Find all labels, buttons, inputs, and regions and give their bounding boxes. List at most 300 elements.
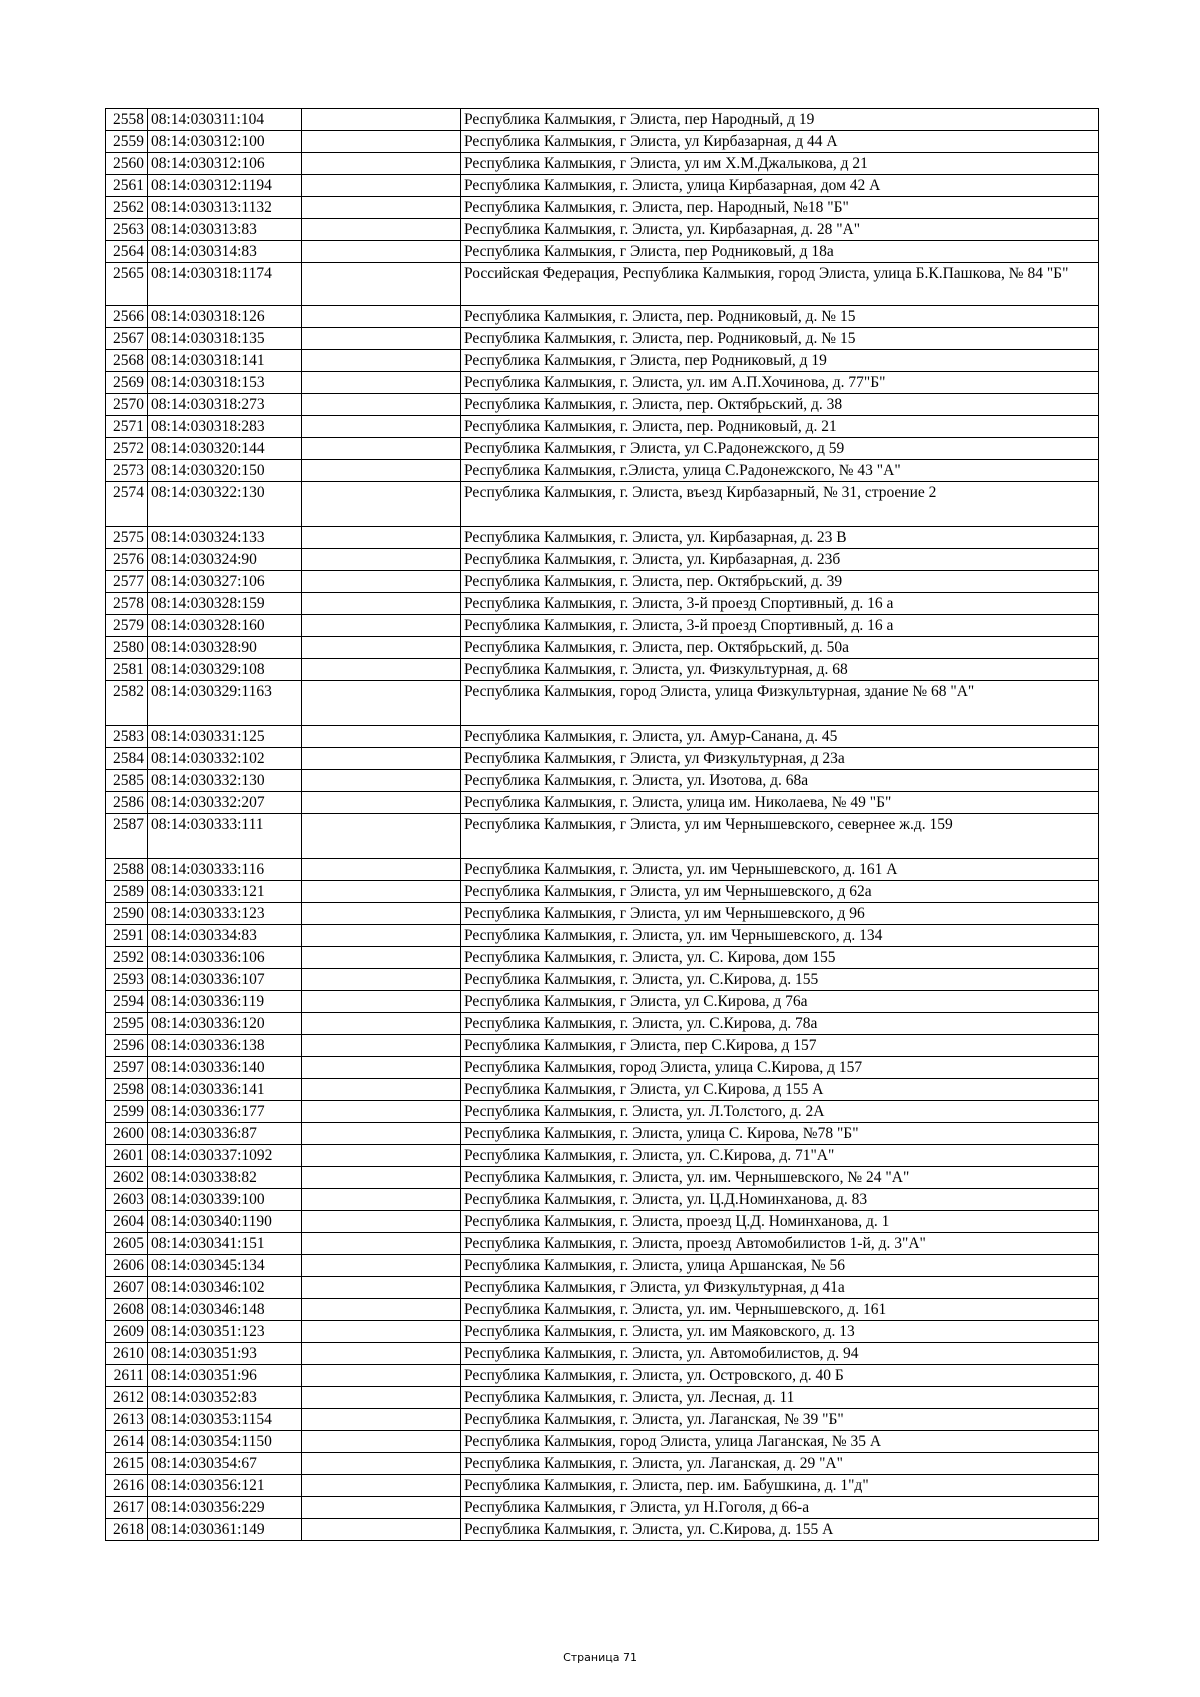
cadastral-number-cell: 08:14:030320:144 [148, 438, 302, 460]
table-row [106, 350, 1099, 372]
row-number-cell: 2601 [106, 1145, 148, 1167]
row-number-cell: 2572 [106, 438, 148, 460]
empty-cell [302, 1233, 461, 1255]
cadastral-number-cell: 08:14:030354:1150 [148, 1431, 302, 1453]
table-row [106, 1299, 1099, 1321]
address-cell: Республика Калмыкия, г. Элиста, ул. Кирбазарная, д. 23б [461, 549, 1099, 571]
address-cell: Республика Калмыкия, город Элиста, улица С.Кирова, д 157 [461, 1057, 1099, 1079]
empty-cell [302, 1497, 461, 1519]
table-row [106, 1057, 1099, 1079]
address-cell: Республика Калмыкия, г. Элиста, проезд Автомобилистов 1-й, д. 3"А" [461, 1233, 1099, 1255]
empty-cell [302, 350, 461, 372]
address-cell: Республика Калмыкия, г. Элиста, ул. Островского, д. 40 Б [461, 1365, 1099, 1387]
cadastral-number-cell: 08:14:030333:111 [148, 814, 302, 859]
table-row [106, 482, 1099, 527]
cadastral-number-cell: 08:14:030314:83 [148, 241, 302, 263]
address-cell: Республика Калмыкия, город Элиста, улица Лаганская, № 35 А [461, 1431, 1099, 1453]
table-row [106, 571, 1099, 593]
cadastral-number-cell: 08:14:030346:102 [148, 1277, 302, 1299]
table-row [106, 1431, 1099, 1453]
address-cell: Республика Калмыкия, г. Элиста, ул. Лаганская, № 39 "Б" [461, 1409, 1099, 1431]
row-number-cell: 2586 [106, 792, 148, 814]
cadastral-number-cell: 08:14:030318:135 [148, 328, 302, 350]
cadastral-number-cell: 08:14:030329:108 [148, 659, 302, 681]
table-row [106, 1035, 1099, 1057]
table-row [106, 770, 1099, 792]
address-cell: Республика Калмыкия, г. Элиста, ул. С.Кирова, д. 155 А [461, 1519, 1099, 1541]
table-row [106, 792, 1099, 814]
cadastral-number-cell: 08:14:030318:153 [148, 372, 302, 394]
table-row [106, 1145, 1099, 1167]
row-number-cell: 2610 [106, 1343, 148, 1365]
address-cell: Республика Калмыкия, г. Элиста, ул. Лесная, д. 11 [461, 1387, 1099, 1409]
cadastral-number-cell: 08:14:030356:229 [148, 1497, 302, 1519]
empty-cell [302, 1167, 461, 1189]
row-number-cell: 2565 [106, 263, 148, 306]
empty-cell [302, 947, 461, 969]
table-row [106, 175, 1099, 197]
empty-cell [302, 109, 461, 131]
address-cell: Республика Калмыкия, г Элиста, ул Физкультурная, д 41а [461, 1277, 1099, 1299]
empty-cell [302, 748, 461, 770]
empty-cell [302, 131, 461, 153]
table-row [106, 681, 1099, 726]
cadastral-number-cell: 08:14:030356:121 [148, 1475, 302, 1497]
table-row [106, 947, 1099, 969]
row-number-cell: 2611 [106, 1365, 148, 1387]
table-row [106, 1255, 1099, 1277]
cadastral-number-cell: 08:14:030351:123 [148, 1321, 302, 1343]
empty-cell [302, 306, 461, 328]
cadastral-number-cell: 08:14:030336:119 [148, 991, 302, 1013]
row-number-cell: 2589 [106, 881, 148, 903]
empty-cell [302, 903, 461, 925]
row-number-cell: 2613 [106, 1409, 148, 1431]
row-number-cell: 2571 [106, 416, 148, 438]
empty-cell [302, 1431, 461, 1453]
cadastral-number-cell: 08:14:030332:207 [148, 792, 302, 814]
empty-cell [302, 1013, 461, 1035]
table-row [106, 1343, 1099, 1365]
row-number-cell: 2618 [106, 1519, 148, 1541]
empty-cell [302, 681, 461, 726]
address-cell: Республика Калмыкия, г Элиста, ул С.Кирова, д 76а [461, 991, 1099, 1013]
empty-cell [302, 197, 461, 219]
empty-cell [302, 770, 461, 792]
row-number-cell: 2580 [106, 637, 148, 659]
table-row [106, 1519, 1099, 1541]
table-row [106, 1453, 1099, 1475]
row-number-cell: 2588 [106, 859, 148, 881]
row-number-cell: 2585 [106, 770, 148, 792]
table-row [106, 1233, 1099, 1255]
empty-cell [302, 991, 461, 1013]
cadastral-number-cell: 08:14:030336:120 [148, 1013, 302, 1035]
table-row [106, 593, 1099, 615]
row-number-cell: 2599 [106, 1101, 148, 1123]
empty-cell [302, 1299, 461, 1321]
address-cell: Республика Калмыкия, г. Элиста, пер. Родниковый, д. № 15 [461, 306, 1099, 328]
empty-cell [302, 1475, 461, 1497]
row-number-cell: 2577 [106, 571, 148, 593]
table-row [106, 748, 1099, 770]
address-cell: Республика Калмыкия, г Элиста, ул Н.Гоголя, д 66-а [461, 1497, 1099, 1519]
table-row [106, 1189, 1099, 1211]
empty-cell [302, 549, 461, 571]
table-row [106, 637, 1099, 659]
cadastral-number-cell: 08:14:030324:90 [148, 549, 302, 571]
empty-cell [302, 925, 461, 947]
cadastral-number-cell: 08:14:030311:104 [148, 109, 302, 131]
table-row [106, 328, 1099, 350]
empty-cell [302, 482, 461, 527]
address-cell: Республика Калмыкия, г. Элиста, ул. Кирбазарная, д. 23 В [461, 527, 1099, 549]
row-number-cell: 2558 [106, 109, 148, 131]
table-row [106, 549, 1099, 571]
empty-cell [302, 263, 461, 306]
table-row [106, 460, 1099, 482]
table-row [106, 416, 1099, 438]
cadastral-number-cell: 08:14:030353:1154 [148, 1409, 302, 1431]
cadastral-number-cell: 08:14:030341:151 [148, 1233, 302, 1255]
address-cell: Республика Калмыкия, г. Элиста, улица Кирбазарная, дом 42 А [461, 175, 1099, 197]
cadastral-number-cell: 08:14:030318:273 [148, 394, 302, 416]
row-number-cell: 2603 [106, 1189, 148, 1211]
empty-cell [302, 1519, 461, 1541]
address-cell: Республика Калмыкия, г. Элиста, пер. Народный, №18 "Б" [461, 197, 1099, 219]
row-number-cell: 2600 [106, 1123, 148, 1145]
address-cell: Республика Калмыкия, г. Элиста, ул. С. Кирова, дом 155 [461, 947, 1099, 969]
cadastral-number-cell: 08:14:030352:83 [148, 1387, 302, 1409]
row-number-cell: 2568 [106, 350, 148, 372]
table-row [106, 241, 1099, 263]
cadastral-number-cell: 08:14:030329:1163 [148, 681, 302, 726]
table-row [106, 438, 1099, 460]
cadastral-number-cell: 08:14:030336:87 [148, 1123, 302, 1145]
cadastral-number-cell: 08:14:030351:93 [148, 1343, 302, 1365]
cadastral-number-cell: 08:14:030318:126 [148, 306, 302, 328]
address-cell: Республика Калмыкия, г. Элиста, ул. Изотова, д. 68а [461, 770, 1099, 792]
cadastral-number-cell: 08:14:030336:138 [148, 1035, 302, 1057]
row-number-cell: 2596 [106, 1035, 148, 1057]
empty-cell [302, 615, 461, 637]
address-cell: Российская Федерация, Республика Калмыкия, город Элиста, улица Б.К.Пашкова, № 84 "Б" [461, 263, 1099, 306]
address-cell: Республика Калмыкия, г.Элиста, улица С.Радонежского, № 43 "А" [461, 460, 1099, 482]
cadastral-number-cell: 08:14:030361:149 [148, 1519, 302, 1541]
empty-cell [302, 792, 461, 814]
table-row [106, 306, 1099, 328]
cadastral-number-cell: 08:14:030312:1194 [148, 175, 302, 197]
cadastral-number-cell: 08:14:030339:100 [148, 1189, 302, 1211]
page-footer [0, 1651, 1200, 1664]
cadastral-number-cell: 08:14:030333:116 [148, 859, 302, 881]
table-row [106, 1475, 1099, 1497]
address-cell: Республика Калмыкия, г Элиста, ул С.Кирова, д 155 А [461, 1079, 1099, 1101]
empty-cell [302, 1189, 461, 1211]
cadastral-number-cell: 08:14:030336:107 [148, 969, 302, 991]
cadastral-number-cell: 08:14:030313:1132 [148, 197, 302, 219]
empty-cell [302, 1387, 461, 1409]
table-row [106, 219, 1099, 241]
table-row [106, 1277, 1099, 1299]
row-number-cell: 2616 [106, 1475, 148, 1497]
empty-cell [302, 1079, 461, 1101]
row-number-cell: 2606 [106, 1255, 148, 1277]
address-cell: Республика Калмыкия, г. Элиста, пер. Октябрьский, д. 50а [461, 637, 1099, 659]
table-row [106, 372, 1099, 394]
empty-cell [302, 1409, 461, 1431]
table-row [106, 109, 1099, 131]
cadastral-number-cell: 08:14:030337:1092 [148, 1145, 302, 1167]
row-number-cell: 2598 [106, 1079, 148, 1101]
row-number-cell: 2587 [106, 814, 148, 859]
table-row [106, 1013, 1099, 1035]
cadastral-number-cell: 08:14:030327:106 [148, 571, 302, 593]
table-row [106, 1079, 1099, 1101]
row-number-cell: 2614 [106, 1431, 148, 1453]
address-cell: Республика Калмыкия, г. Элиста, улица С. Кирова, №78 "Б" [461, 1123, 1099, 1145]
cadastral-number-cell: 08:14:030324:133 [148, 527, 302, 549]
table-row [106, 1167, 1099, 1189]
empty-cell [302, 153, 461, 175]
cadastral-number-cell: 08:14:030333:121 [148, 881, 302, 903]
row-number-cell: 2559 [106, 131, 148, 153]
table-row [106, 263, 1099, 306]
table-row [106, 1365, 1099, 1387]
table-row [106, 881, 1099, 903]
row-number-cell: 2607 [106, 1277, 148, 1299]
cadastral-number-cell: 08:14:030318:1174 [148, 263, 302, 306]
table-body [106, 109, 1099, 1541]
table-row [106, 726, 1099, 748]
table-row [106, 1387, 1099, 1409]
row-number-cell: 2593 [106, 969, 148, 991]
table-row [106, 859, 1099, 881]
row-number-cell: 2566 [106, 306, 148, 328]
cadastral-number-cell: 08:14:030351:96 [148, 1365, 302, 1387]
empty-cell [302, 175, 461, 197]
row-number-cell: 2605 [106, 1233, 148, 1255]
address-cell: Республика Калмыкия, г Элиста, пер С.Кирова, д 157 [461, 1035, 1099, 1057]
cadastral-number-cell: 08:14:030328:159 [148, 593, 302, 615]
address-cell: Республика Калмыкия, г. Элиста, ул. им А.П.Хочинова, д. 77"Б" [461, 372, 1099, 394]
table-row [106, 527, 1099, 549]
row-number-cell: 2561 [106, 175, 148, 197]
row-number-cell: 2584 [106, 748, 148, 770]
row-number-cell: 2569 [106, 372, 148, 394]
row-number-cell: 2617 [106, 1497, 148, 1519]
empty-cell [302, 593, 461, 615]
cadastral-number-cell: 08:14:030340:1190 [148, 1211, 302, 1233]
cadastral-number-cell: 08:14:030318:141 [148, 350, 302, 372]
address-cell: Республика Калмыкия, г. Элиста, ул. им Чернышевского, д. 134 [461, 925, 1099, 947]
address-cell: Республика Калмыкия, г. Элиста, ул. им. Чернышевского, д. 161 [461, 1299, 1099, 1321]
address-cell: Республика Калмыкия, г. Элиста, 3-й проезд Спортивный, д. 16 а [461, 593, 1099, 615]
cadastral-number-cell: 08:14:030313:83 [148, 219, 302, 241]
row-number-cell: 2592 [106, 947, 148, 969]
cadastral-table [105, 108, 1099, 1541]
address-cell: Республика Калмыкия, г. Элиста, пер. Родниковый, д. № 15 [461, 328, 1099, 350]
table-row [106, 1211, 1099, 1233]
table-row [106, 991, 1099, 1013]
empty-cell [302, 1211, 461, 1233]
address-cell: Республика Калмыкия, г. Элиста, пер. Октябрьский, д. 39 [461, 571, 1099, 593]
table-row [106, 814, 1099, 859]
address-cell: Республика Калмыкия, г. Элиста, пер. Октябрьский, д. 38 [461, 394, 1099, 416]
empty-cell [302, 814, 461, 859]
address-cell: Республика Калмыкия, г. Элиста, проезд Ц.Д. Номинханова, д. 1 [461, 1211, 1099, 1233]
row-number-cell: 2564 [106, 241, 148, 263]
address-cell: Республика Калмыкия, г. Элиста, ул. Кирбазарная, д. 28 "А" [461, 219, 1099, 241]
cadastral-number-cell: 08:14:030328:90 [148, 637, 302, 659]
table-row [106, 1321, 1099, 1343]
empty-cell [302, 1255, 461, 1277]
address-cell: Республика Калмыкия, г Элиста, пер Родниковый, д 18а [461, 241, 1099, 263]
address-cell: Республика Калмыкия, город Элиста, улица Физкультурная, здание № 68 "А" [461, 681, 1099, 726]
row-number-cell: 2560 [106, 153, 148, 175]
cadastral-number-cell: 08:14:030336:177 [148, 1101, 302, 1123]
address-cell: Республика Калмыкия, г. Элиста, ул. им Чернышевского, д. 161 А [461, 859, 1099, 881]
empty-cell [302, 1145, 461, 1167]
address-cell: Республика Калмыкия, г Элиста, ул им Чернышевского, севернее ж.д. 159 [461, 814, 1099, 859]
row-number-cell: 2575 [106, 527, 148, 549]
empty-cell [302, 1453, 461, 1475]
table-row [106, 1123, 1099, 1145]
cadastral-number-cell: 08:14:030332:102 [148, 748, 302, 770]
row-number-cell: 2578 [106, 593, 148, 615]
row-number-cell: 2563 [106, 219, 148, 241]
address-cell: Республика Калмыкия, г. Элиста, ул. С.Кирова, д. 78а [461, 1013, 1099, 1035]
address-cell: Республика Калмыкия, г Элиста, ул им Чернышевского, д 96 [461, 903, 1099, 925]
cadastral-number-cell: 08:14:030320:150 [148, 460, 302, 482]
empty-cell [302, 859, 461, 881]
empty-cell [302, 571, 461, 593]
row-number-cell: 2597 [106, 1057, 148, 1079]
cadastral-number-cell: 08:14:030345:134 [148, 1255, 302, 1277]
address-cell: Республика Калмыкия, г. Элиста, ул. С.Кирова, д. 155 [461, 969, 1099, 991]
address-cell: Республика Калмыкия, г. Элиста, ул. Физкультурная, д. 68 [461, 659, 1099, 681]
row-number-cell: 2562 [106, 197, 148, 219]
row-number-cell: 2583 [106, 726, 148, 748]
address-cell: Республика Калмыкия, г Элиста, ул Физкультурная, д 23а [461, 748, 1099, 770]
address-cell: Республика Калмыкия, г. Элиста, улица Аршанская, № 56 [461, 1255, 1099, 1277]
row-number-cell: 2570 [106, 394, 148, 416]
address-cell: Республика Калмыкия, г Элиста, ул Кирбазарная, д 44 А [461, 131, 1099, 153]
table-row [106, 615, 1099, 637]
row-number-cell: 2595 [106, 1013, 148, 1035]
cadastral-number-cell: 08:14:030331:125 [148, 726, 302, 748]
cadastral-number-cell: 08:14:030332:130 [148, 770, 302, 792]
address-cell: Республика Калмыкия, г. Элиста, ул. Амур-Санана, д. 45 [461, 726, 1099, 748]
empty-cell [302, 1343, 461, 1365]
cadastral-number-cell: 08:14:030312:100 [148, 131, 302, 153]
row-number-cell: 2590 [106, 903, 148, 925]
row-number-cell: 2615 [106, 1453, 148, 1475]
empty-cell [302, 1057, 461, 1079]
address-cell: Республика Калмыкия, г Элиста, ул С.Радонежского, д 59 [461, 438, 1099, 460]
cadastral-number-cell: 08:14:030336:106 [148, 947, 302, 969]
table-row [106, 131, 1099, 153]
cadastral-number-cell: 08:14:030322:130 [148, 482, 302, 527]
row-number-cell: 2573 [106, 460, 148, 482]
empty-cell [302, 969, 461, 991]
address-cell: Республика Калмыкия, г. Элиста, ул. Автомобилистов, д. 94 [461, 1343, 1099, 1365]
row-number-cell: 2608 [106, 1299, 148, 1321]
address-cell: Республика Калмыкия, г. Элиста, ул. Ц.Д.Номинханова, д. 83 [461, 1189, 1099, 1211]
empty-cell [302, 438, 461, 460]
cadastral-number-cell: 08:14:030346:148 [148, 1299, 302, 1321]
row-number-cell: 2576 [106, 549, 148, 571]
empty-cell [302, 1101, 461, 1123]
cadastral-number-cell: 08:14:030318:283 [148, 416, 302, 438]
cadastral-number-cell: 08:14:030336:141 [148, 1079, 302, 1101]
cadastral-number-cell: 08:14:030334:83 [148, 925, 302, 947]
address-cell: Республика Калмыкия, г Элиста, пер Родниковый, д 19 [461, 350, 1099, 372]
cadastral-number-cell: 08:14:030312:106 [148, 153, 302, 175]
address-cell: Республика Калмыкия, г. Элиста, 3-й проезд Спортивный, д. 16 а [461, 615, 1099, 637]
table-row [106, 153, 1099, 175]
address-cell: Республика Калмыкия, г Элиста, ул им Х.М.Джалыкова, д 21 [461, 153, 1099, 175]
table-row [106, 1497, 1099, 1519]
table-row [106, 197, 1099, 219]
empty-cell [302, 394, 461, 416]
empty-cell [302, 1365, 461, 1387]
table-row [106, 659, 1099, 681]
empty-cell [302, 1277, 461, 1299]
row-number-cell: 2567 [106, 328, 148, 350]
row-number-cell: 2582 [106, 681, 148, 726]
empty-cell [302, 219, 461, 241]
cadastral-number-cell: 08:14:030333:123 [148, 903, 302, 925]
empty-cell [302, 328, 461, 350]
empty-cell [302, 460, 461, 482]
page-number-label: Страница 71 [563, 1651, 637, 1664]
empty-cell [302, 1321, 461, 1343]
address-cell: Республика Калмыкия, г. Элиста, ул. им Маяковского, д. 13 [461, 1321, 1099, 1343]
cadastral-number-cell: 08:14:030354:67 [148, 1453, 302, 1475]
empty-cell [302, 637, 461, 659]
row-number-cell: 2591 [106, 925, 148, 947]
table-row [106, 969, 1099, 991]
empty-cell [302, 372, 461, 394]
row-number-cell: 2609 [106, 1321, 148, 1343]
row-number-cell: 2581 [106, 659, 148, 681]
empty-cell [302, 1123, 461, 1145]
address-cell: Республика Калмыкия, г. Элиста, ул. С.Кирова, д. 71"А" [461, 1145, 1099, 1167]
empty-cell [302, 659, 461, 681]
cadastral-number-cell: 08:14:030338:82 [148, 1167, 302, 1189]
empty-cell [302, 241, 461, 263]
row-number-cell: 2604 [106, 1211, 148, 1233]
table-row [106, 903, 1099, 925]
address-cell: Республика Калмыкия, г. Элиста, ул. Л.Толстого, д. 2А [461, 1101, 1099, 1123]
row-number-cell: 2594 [106, 991, 148, 1013]
address-cell: Республика Калмыкия, г Элиста, ул им Чернышевского, д 62а [461, 881, 1099, 903]
table-row [106, 1409, 1099, 1431]
address-cell: Республика Калмыкия, г Элиста, пер Народный, д 19 [461, 109, 1099, 131]
empty-cell [302, 1035, 461, 1057]
empty-cell [302, 416, 461, 438]
cadastral-number-cell: 08:14:030328:160 [148, 615, 302, 637]
row-number-cell: 2612 [106, 1387, 148, 1409]
table-row [106, 1101, 1099, 1123]
table-row [106, 925, 1099, 947]
address-cell: Республика Калмыкия, г. Элиста, ул. им. Чернышевского, № 24 "А" [461, 1167, 1099, 1189]
empty-cell [302, 726, 461, 748]
address-cell: Республика Калмыкия, г. Элиста, пер. им. Бабушкина, д. 1"д" [461, 1475, 1099, 1497]
address-cell: Республика Калмыкия, г. Элиста, ул. Лаганская, д. 29 "А" [461, 1453, 1099, 1475]
address-cell: Республика Калмыкия, г. Элиста, улица им. Николаева, № 49 "Б" [461, 792, 1099, 814]
